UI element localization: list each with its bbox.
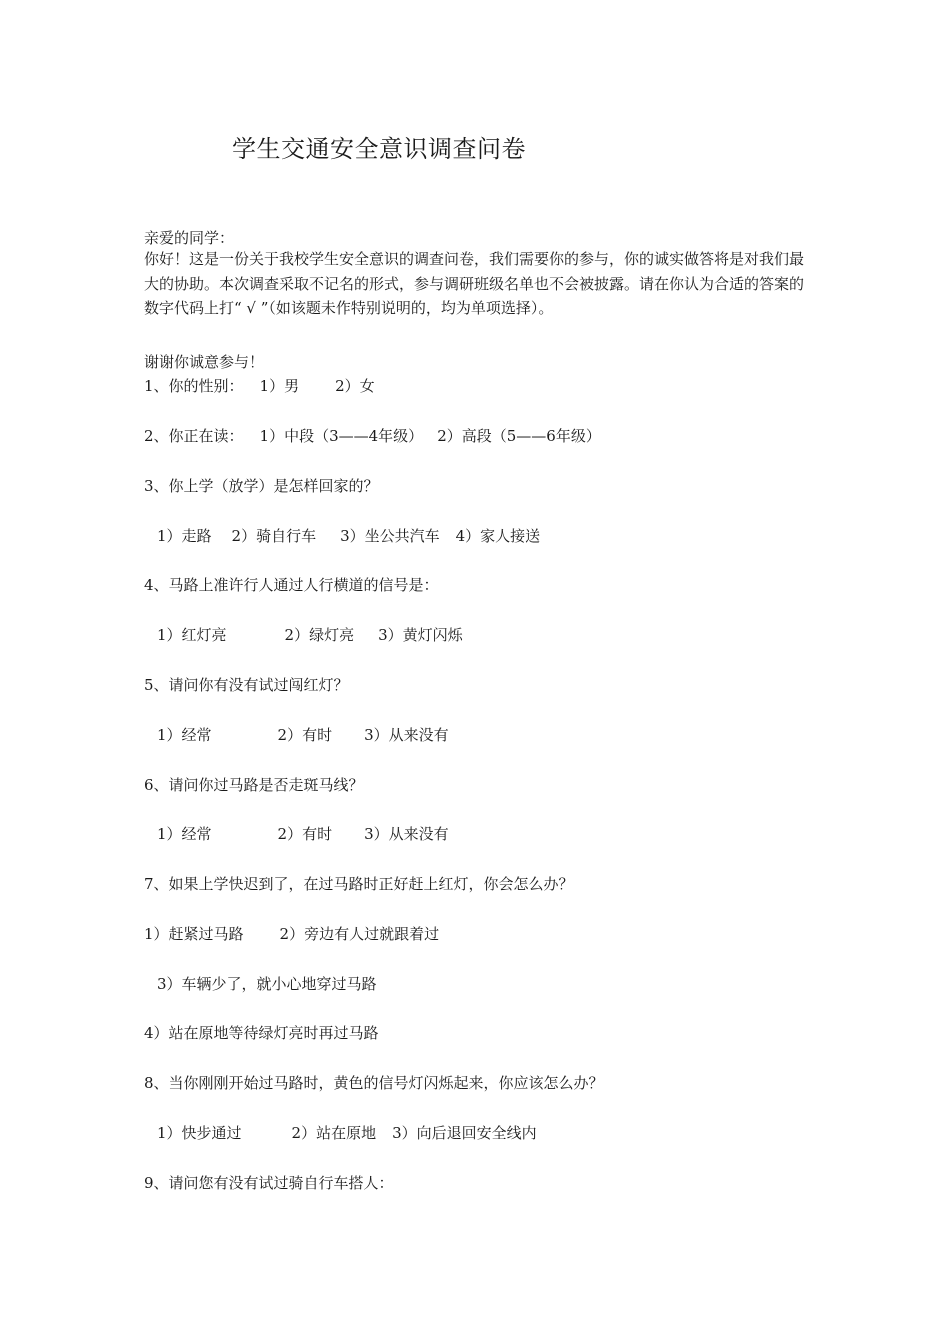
- question-4-text: 4、马路上准许行人通过人行横道的信号是：: [144, 576, 439, 594]
- question-3-options: [157, 524, 540, 548]
- question-3-option-2: 2）骑自行车: [231, 527, 317, 545]
- question-7-option-3: 3）车辆少了，就小心地穿过马路: [157, 975, 377, 993]
- question-5-option-1: 1）经常: [157, 726, 212, 744]
- question-1: [144, 374, 375, 398]
- question-7-option-4: 4）站在原地等待绿灯亮时再过马路: [144, 1024, 379, 1042]
- question-6-text: 6、请问你过马路是否走斑马线？: [144, 776, 364, 794]
- question-3-option-3: 3）坐公共汽车: [340, 527, 440, 545]
- question-9-text: 9、请问您有没有试过骑自行车搭人：: [144, 1174, 394, 1192]
- question-5-text: 5、请问你有没有试过闯红灯？: [144, 676, 349, 694]
- question-6-option-1: 1）经常: [157, 825, 212, 843]
- question-7-option-1: 1）赶紧过马路: [144, 925, 244, 943]
- question-4-option-1: 1）红灯亮: [157, 626, 227, 644]
- question-8-options: [157, 1121, 537, 1145]
- question-7-text: 7、如果上学快迟到了，在过马路时正好赶上红灯，你会怎么办？: [144, 875, 574, 893]
- question-4-option-3: 3）黄灯闪烁: [378, 626, 463, 644]
- question-2-option-2: 2）高段（5——6年级）: [437, 427, 601, 445]
- question-6-options: [157, 822, 449, 846]
- salutation: 亲爱的同学：: [144, 229, 235, 247]
- question-2: [144, 424, 601, 448]
- question-8-option-1: 1）快步通过: [157, 1124, 242, 1142]
- question-7-options-row-1: [144, 922, 439, 946]
- question-7-option-2: 2）旁边有人过就跟着过: [279, 925, 440, 943]
- question-4-options: [157, 623, 463, 647]
- question-5-option-2: 2）有时: [277, 726, 333, 744]
- question-1-text: 1、你的性别：: [144, 377, 244, 395]
- question-5-option-3: 3）从来没有: [364, 726, 449, 744]
- question-8-option-3: 3）向后退回安全线内: [392, 1124, 537, 1142]
- question-8-text: 8、当你刚刚开始过马路时，黄色的信号灯闪烁起来，你应该怎么办？: [144, 1074, 604, 1092]
- question-3-option-1: 1）走路: [157, 527, 212, 545]
- question-2-option-1: 1）中段（3——4年级）: [259, 427, 424, 445]
- question-6-option-3: 3）从来没有: [364, 825, 449, 843]
- question-8-option-2: 2）站在原地: [291, 1124, 377, 1142]
- question-3-text: 3、你上学（放学）是怎样回家的？: [144, 477, 379, 495]
- question-1-option-2: 2）女: [335, 377, 375, 395]
- question-4-option-2: 2）绿灯亮: [284, 626, 355, 644]
- question-1-option-1: 1）男: [259, 377, 300, 395]
- intro-paragraph: 你好！这是一份关于我校学生安全意识的调查问卷，我们需要你的参与，你的诚实做答将是对我们最大的协助。本次调查采取不记名的形式，参与调研班级名单也不会被披露。请在你认为合适的答案的数字代码上打“ √ ”（如该题未作特别说明的，均为单项选择）。: [144, 250, 805, 317]
- thanks-line: 谢谢你诚意参与！: [144, 353, 265, 371]
- question-5-options: [157, 723, 449, 747]
- document-title: 学生交通安全意识调查问卷: [232, 135, 526, 163]
- question-2-text: 2、你正在读：: [144, 427, 244, 445]
- question-3-option-4: 4）家人接送: [455, 527, 541, 545]
- question-6-option-2: 2）有时: [277, 825, 333, 843]
